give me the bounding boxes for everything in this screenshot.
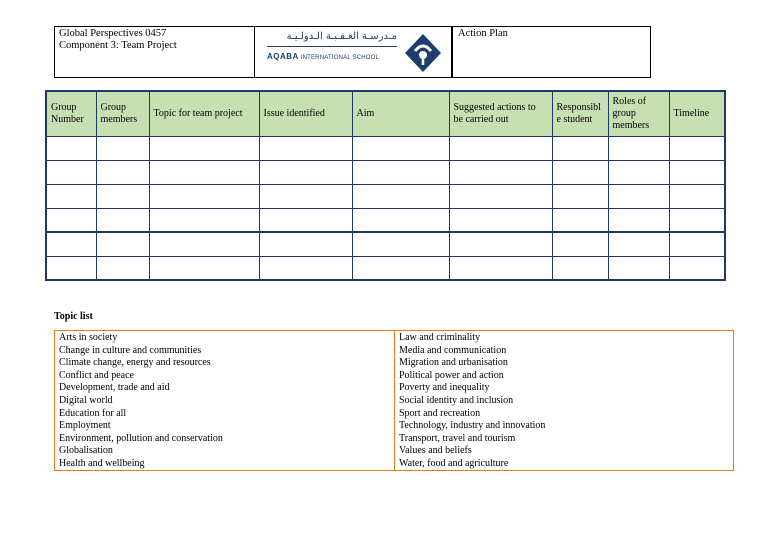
table-row (46, 136, 725, 160)
topic-list-left (55, 331, 394, 470)
table-cell[interactable] (259, 136, 352, 160)
table-row (46, 232, 725, 256)
topic-item: Migration and urbanisation (399, 357, 508, 369)
table-cell[interactable] (96, 136, 149, 160)
table-cell[interactable] (96, 232, 149, 256)
table-cell[interactable] (608, 232, 669, 256)
logo-english-text (267, 51, 379, 64)
table-row (46, 208, 725, 232)
table-cell[interactable] (46, 136, 96, 160)
table-cell[interactable] (608, 184, 669, 208)
table-cell[interactable] (149, 184, 259, 208)
topic-item: Employment (59, 420, 111, 432)
topic-item: Change in culture and communities (59, 344, 202, 356)
topic-item: Arts in society (59, 332, 118, 343)
topic-item: Conflict and peace (59, 369, 134, 381)
table-cell[interactable] (46, 184, 96, 208)
table-cell[interactable] (669, 184, 725, 208)
topic-item: Health and wellbeing (59, 457, 145, 469)
table-cell[interactable] (259, 232, 352, 256)
topic-item: Climate change, energy and resources (59, 357, 211, 369)
table-cell[interactable] (552, 232, 608, 256)
topic-list-right (394, 331, 733, 470)
col-suggested-actions: Suggested actions to be carried out (449, 91, 552, 136)
table-cell[interactable] (552, 208, 608, 232)
topic-item: Media and communication (399, 344, 507, 356)
table-cell[interactable] (449, 160, 552, 184)
table-cell[interactable] (608, 160, 669, 184)
table-cell[interactable] (259, 184, 352, 208)
topic-item: Values and beliefs (399, 445, 472, 457)
course-info-box (54, 26, 254, 78)
table-cell[interactable] (46, 232, 96, 256)
topic-list-title: Topic list (54, 311, 93, 322)
table-cell[interactable] (352, 208, 449, 232)
topic-item: Law and criminality (399, 332, 481, 343)
table-cell[interactable] (669, 232, 725, 256)
action-plan-box (452, 26, 651, 78)
logo-brand: AQABA (267, 52, 299, 61)
table-cell[interactable] (669, 160, 725, 184)
table-cell[interactable] (352, 136, 449, 160)
table-cell[interactable] (149, 208, 259, 232)
table-cell[interactable] (608, 136, 669, 160)
table-cell[interactable] (552, 184, 608, 208)
table-row (46, 256, 725, 280)
table-cell[interactable] (96, 160, 149, 184)
logo-suffix: INTERNATIONAL SCHOOL (300, 55, 380, 61)
table-cell[interactable] (352, 160, 449, 184)
col-responsible-student: Responsible student (552, 91, 608, 136)
topic-item: Development, trade and aid (59, 382, 170, 394)
topic-item: Environment, pollution and conservation (59, 432, 223, 444)
logo-divider (267, 46, 397, 47)
table-cell[interactable] (552, 136, 608, 160)
table-cell[interactable] (352, 184, 449, 208)
table-cell[interactable] (669, 136, 725, 160)
table-cell[interactable] (96, 208, 149, 232)
table-cell[interactable] (352, 256, 449, 280)
component-title: Component 3: Team Project (59, 40, 177, 51)
table-cell[interactable] (669, 256, 725, 280)
table-cell[interactable] (669, 208, 725, 232)
table-cell[interactable] (149, 232, 259, 256)
table-header-row (46, 91, 725, 136)
table-cell[interactable] (96, 184, 149, 208)
table-cell[interactable] (149, 160, 259, 184)
col-group-members: Group members (96, 91, 149, 136)
topic-item: Political power and action (399, 369, 504, 381)
topic-item: Education for all (59, 407, 127, 419)
course-title: Global Perspectives 0457 (59, 28, 167, 39)
table-cell[interactable] (449, 208, 552, 232)
table-cell[interactable] (259, 160, 352, 184)
logo-arabic-text: مـدرسـة العـقـبـة الـدولـيـة (286, 31, 397, 42)
col-timeline: Timeline (669, 91, 725, 136)
table-cell[interactable] (149, 256, 259, 280)
col-issue: Issue identified (259, 91, 352, 136)
table-cell[interactable] (552, 160, 608, 184)
topic-item: Technology, industry and innovation (399, 420, 546, 432)
topic-list-box (54, 330, 734, 471)
action-plan-label: Action Plan (458, 28, 508, 39)
col-topic: Topic for team project (149, 91, 259, 136)
topic-item: Sport and recreation (399, 407, 481, 419)
table-cell[interactable] (96, 256, 149, 280)
topic-item: Water, food and agriculture (399, 457, 509, 469)
action-plan-table (45, 90, 726, 281)
col-aim: Aim (352, 91, 449, 136)
topic-item: Transport, travel and tourism (399, 432, 516, 444)
table-cell[interactable] (149, 136, 259, 160)
table-cell[interactable] (352, 232, 449, 256)
table-cell[interactable] (449, 184, 552, 208)
table-row (46, 184, 725, 208)
table-cell[interactable] (46, 256, 96, 280)
table-cell[interactable] (259, 208, 352, 232)
table-cell[interactable] (449, 256, 552, 280)
table-cell[interactable] (608, 208, 669, 232)
table-row (46, 160, 725, 184)
school-emblem-icon (402, 32, 444, 74)
table-cell[interactable] (449, 232, 552, 256)
table-cell[interactable] (449, 136, 552, 160)
table-cell[interactable] (608, 256, 669, 280)
table-cell[interactable] (552, 256, 608, 280)
topic-item: Globalisation (59, 445, 113, 457)
school-logo (254, 26, 452, 78)
table-cell[interactable] (46, 160, 96, 184)
table-cell[interactable] (46, 208, 96, 232)
col-roles: Roles of group members (608, 91, 669, 136)
topic-item: Digital world (59, 394, 113, 406)
topic-item: Poverty and inequality (399, 382, 490, 394)
col-group-number: Group Number (46, 91, 96, 136)
topic-item: Social identity and inclusion (399, 394, 514, 406)
table-cell[interactable] (259, 256, 352, 280)
